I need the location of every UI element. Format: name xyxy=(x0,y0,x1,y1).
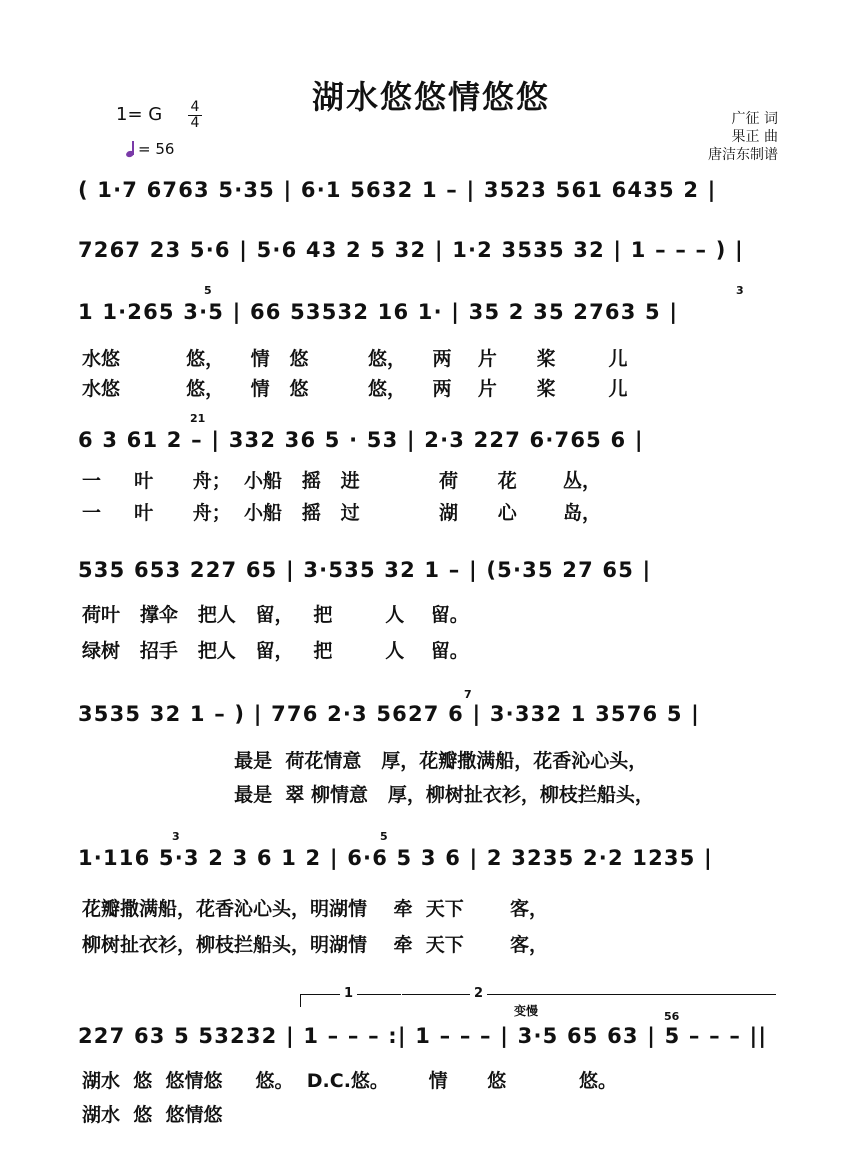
grace-note: 5 xyxy=(204,284,212,297)
grace-note: 7 xyxy=(464,688,472,701)
composer: 果正 曲 xyxy=(731,129,778,145)
grace-note: 3 xyxy=(736,284,744,297)
credits xyxy=(708,110,778,164)
score-line-1: ( 1·7 6763 5·35 | 6·1 5632 1 – | 3523 561 6435 2 | xyxy=(78,178,717,202)
time-bottom: 4 xyxy=(188,115,202,131)
volta-label-1: 1 xyxy=(340,986,357,1001)
grace-note: 5 xyxy=(380,830,388,843)
volta-label-2: 2 xyxy=(470,986,487,1001)
score-line-5: 535 653 227 65 | 3·535 32 1 – | (5·35 27 65 | xyxy=(78,558,652,582)
lyric-line-3a: 水悠 悠， 情 悠 悠， 两 片 桨 儿 xyxy=(82,348,628,370)
lyric-line-8a: 湖水 悠 悠情悠 悠。 D.C.悠。 情 悠 悠。 xyxy=(82,1070,618,1092)
lyric-line-6b: 最是 翠 柳情意 厚，柳树扯衣衫，柳枝拦船头， xyxy=(82,784,654,806)
grace-note: 56 xyxy=(664,1010,680,1023)
engraver: 唐洁东制谱 xyxy=(708,147,778,163)
lyric-line-4b: 一 叶 舟； 小船 摇 过 湖 心 岛， xyxy=(82,502,602,524)
tempo-change-label: 变慢 xyxy=(514,1004,539,1018)
lyric-line-7b: 柳树扯衣衫，柳枝拦船头，明湖情 牵 天下 客， xyxy=(82,934,548,956)
time-signature xyxy=(188,100,202,131)
lyric-line-5b: 绿树 招手 把人 留， 把 人 留。 xyxy=(82,640,469,662)
quarter-note-icon xyxy=(128,141,134,157)
time-top: 4 xyxy=(190,99,200,115)
volta-bracket-2 xyxy=(402,994,776,1007)
score-line-2: 7267 23 5·6 | 5·6 43 2 5 32 | 1·2 3535 32 | 1 – – – ) | xyxy=(78,238,744,262)
score-line-3: 1 1·265 3·5 | 66 53532 16 1· | 35 2 35 2763 5 | xyxy=(78,300,679,324)
lyric-line-4a: 一 叶 舟； 小船 摇 进 荷 花 丛， xyxy=(82,470,602,492)
page-title: 湖水悠悠情悠悠 xyxy=(311,78,550,116)
lyricist: 广征 词 xyxy=(731,111,778,127)
lyric-line-5a: 荷叶 撑伞 把人 留， 把 人 留。 xyxy=(82,604,469,626)
score-line-7: 1·116 5·3 2 3 6 1 2 | 6·6 5 3 6 | 2 3235 2·2 1235 | xyxy=(78,846,713,870)
lyric-line-3b: 水悠 悠， 情 悠 悠， 两 片 桨 儿 xyxy=(82,378,628,400)
grace-note: 3 xyxy=(172,830,180,843)
grace-note: 21 xyxy=(190,412,206,425)
score-line-8: 227 63 5 53232 | 1 – – – :| 1 – – – | 3·5 65 63 | 5 – – – || xyxy=(78,1024,768,1048)
key-signature: 1= G xyxy=(116,104,163,125)
tempo-value: = 56 xyxy=(138,140,175,158)
tempo-marking xyxy=(128,140,174,158)
lyric-line-7a: 花瓣撒满船，花香沁心头，明湖情 牵 天下 客， xyxy=(82,898,548,920)
score-line-4: 6 3 61 2 – | 332 36 5 · 53 | 2·3 227 6·765 6 | xyxy=(78,428,644,452)
lyric-line-6a: 最是 荷花情意 厚，花瓣撒满船，花香沁心头， xyxy=(82,750,648,772)
lyric-line-8b: 湖水 悠 悠情悠 xyxy=(82,1104,223,1126)
score-line-6: 3535 32 1 – ) | 776 2·3 5627 6 | 3·332 1 3576 5 | xyxy=(78,702,701,726)
